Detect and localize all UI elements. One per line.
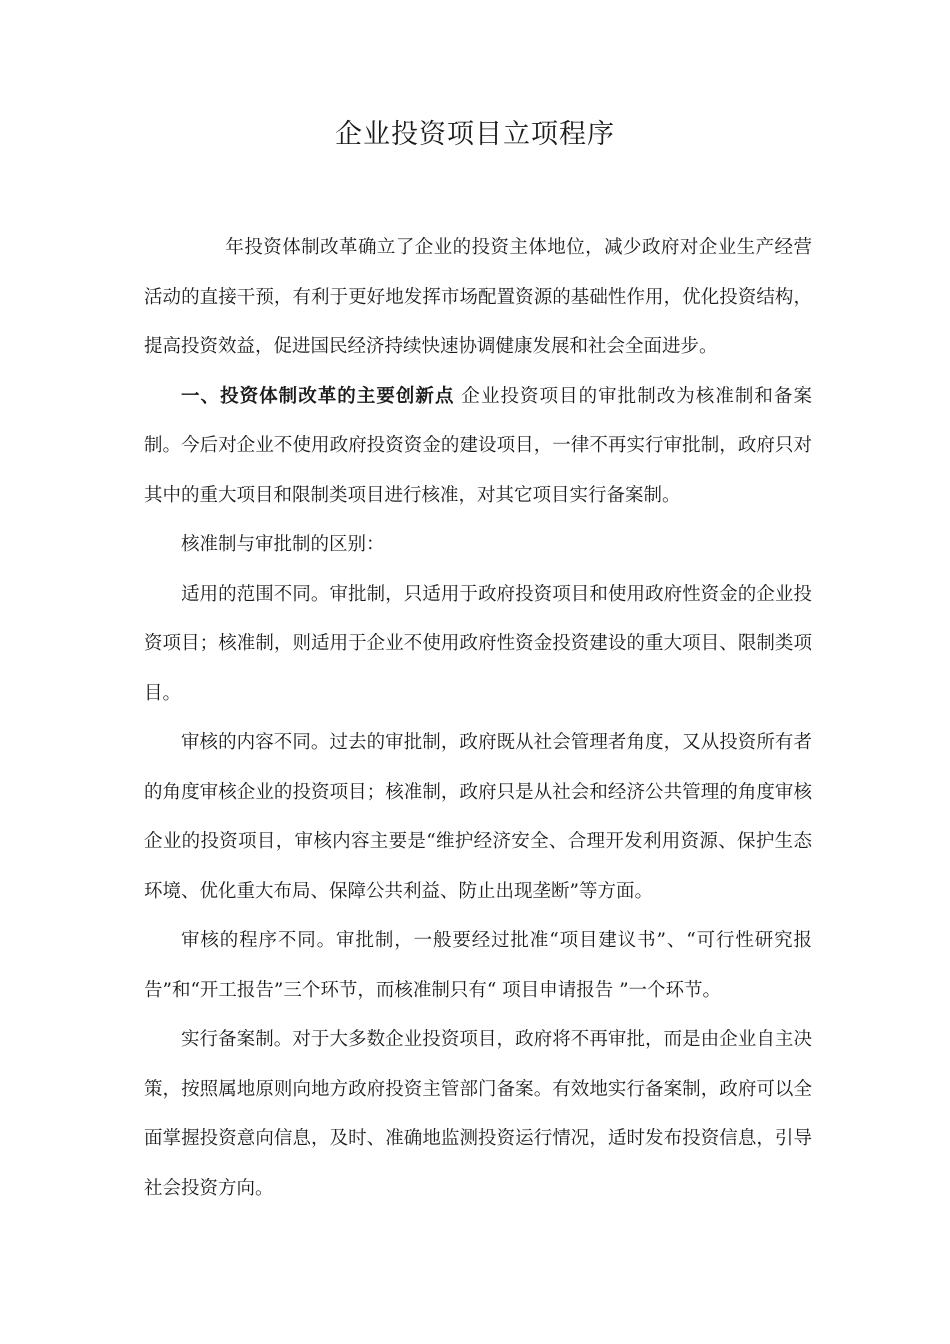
scope-paragraph: 适用的范围不同。审批制，只适用于政府投资项目和使用政府性资金的企业投资项目；核准制，则适用于企业不使用政府性资金投资建设的重大项目、限制类项目。	[144, 583, 812, 704]
document-body	[144, 223, 812, 1213]
intro-paragraph: 年投资体制改革确立了企业的投资主体地位，减少政府对企业生产经营活动的直接干预，有利于更好地发挥市场配置资源的基础性作用，优化投资结构，提高投资效益，促进国民经济持续快速协调健康发展和社会全面进步。	[144, 237, 812, 357]
filing-paragraph: 实行备案制。对于大多数企业投资项目，政府将不再审批，而是由企业自主决策，按照属地原则向地方政府投资主管部门备案。有效地实行备案制，政府可以全面掌握投资意向信息，及时、准确地监测投资运行情况，适时发布投资信息，引导社会投资方向。	[144, 1029, 812, 1199]
section-1-text: 企业投资项目的审批制改为核准制和备案制。今后对企业不使用政府投资资金的建设项目，一律不再实行审批制，政府只对其中的重大项目和限制类项目进行核准，对其它项目实行备案制。	[144, 385, 812, 506]
document-title: 企业投资项目立项程序	[335, 119, 615, 150]
procedure-paragraph: 审核的程序不同。审批制，一般要经过批准“项目建议书”、“可行性研究报告”和“开工报告”三个环节，而核准制只有“ 项目申请报告 ”一个环节。	[144, 930, 812, 1001]
section-1-paragraph	[144, 372, 812, 521]
section-1-heading: 一、投资体制改革的主要创新点	[181, 385, 455, 407]
difference-paragraph: 核准制与审批制的区别：	[181, 534, 385, 555]
content-paragraph: 审核的内容不同。过去的审批制，政府既从社会管理者角度，又从投资所有者的角度审核企业的投资项目；核准制，政府只是从社会和经济公共管理的角度审核企业的投资项目，审核内容主要是“维护经济安全、合理开发利用资源、保护生态环境、优化重大布局、保障公共利益、防止出现垄断”等方面。	[144, 732, 812, 902]
